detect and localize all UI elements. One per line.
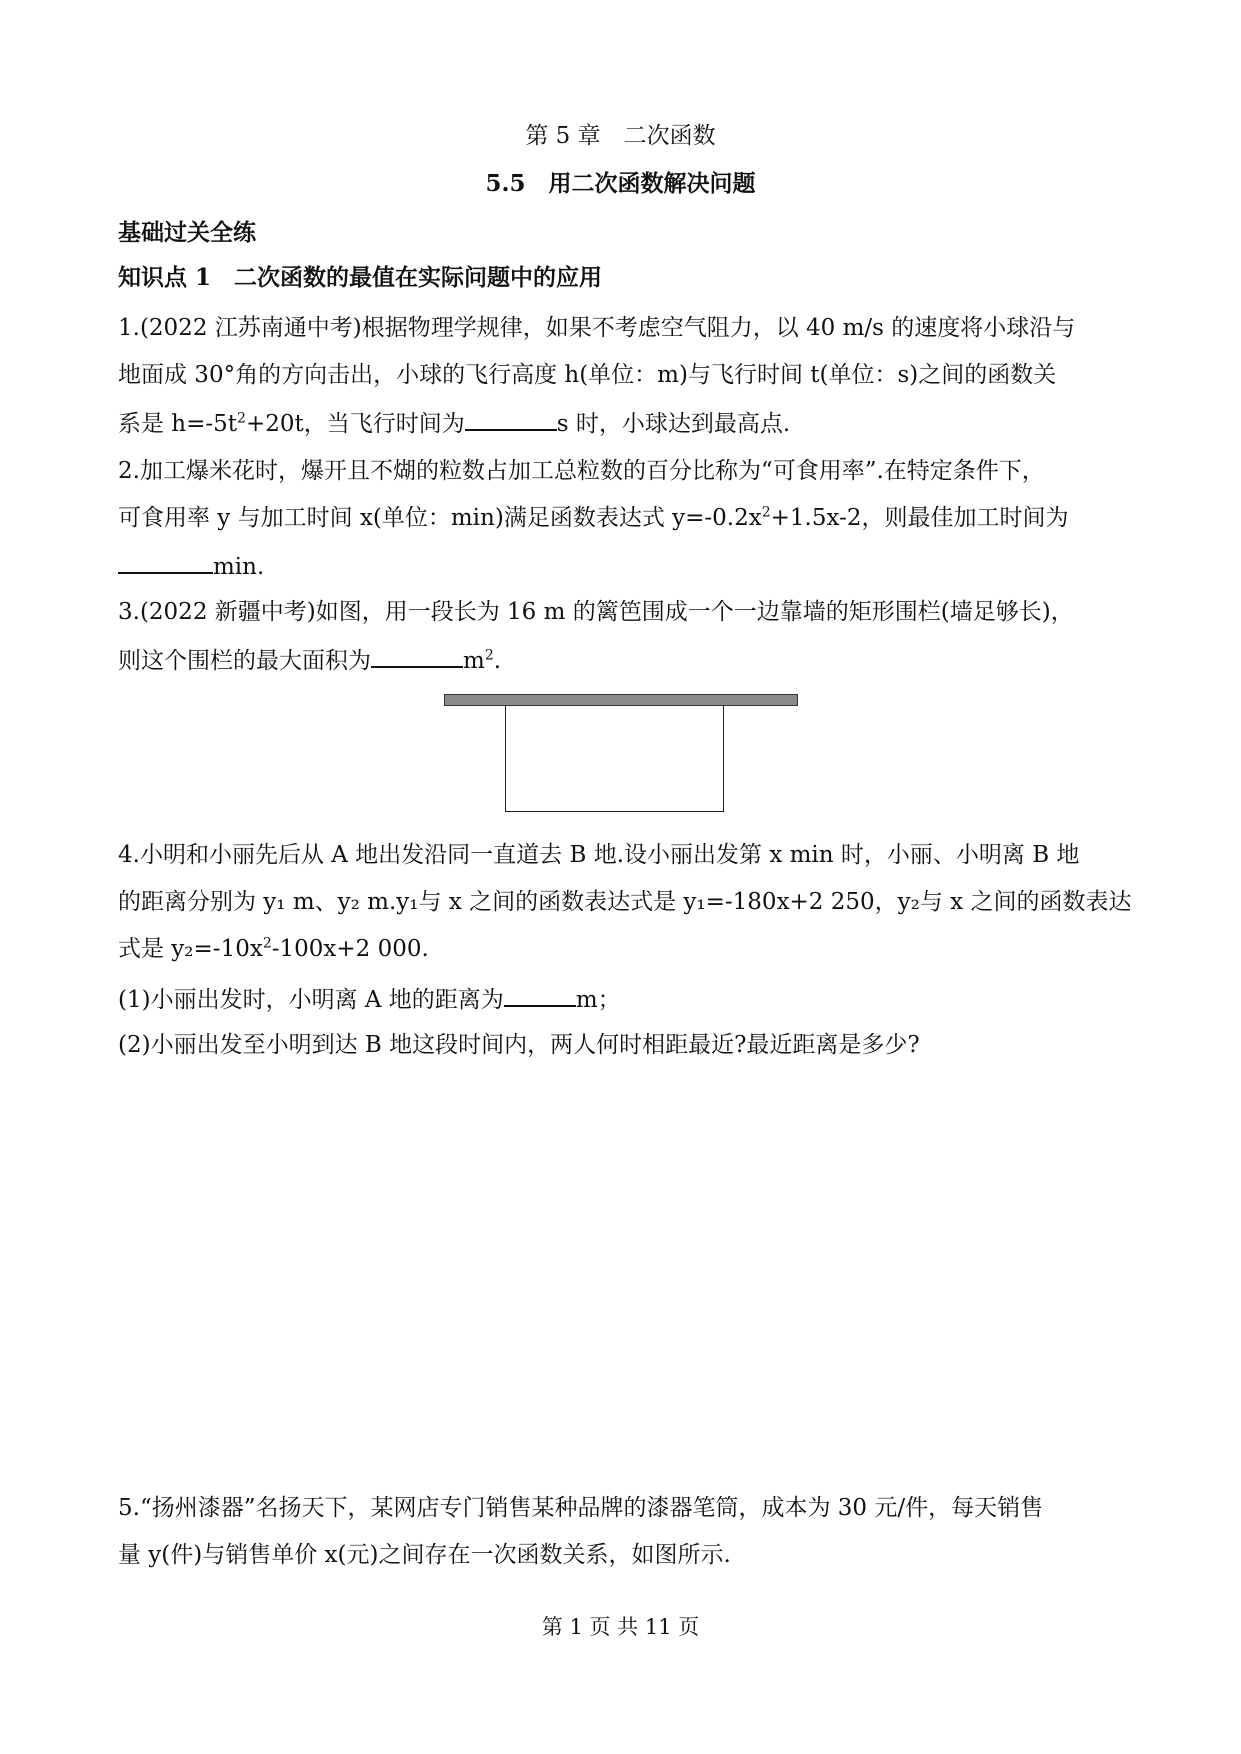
q4-line2: 的距离分别为 y₁ m、y₂ m.y₁与 x 之间的函数表达式是 y₁=-180x+2 250，y₂与 x 之间的函数表达	[118, 889, 1132, 915]
q2-answer-blank[interactable]	[118, 550, 213, 574]
q1-line3	[118, 407, 1128, 439]
fence-rectangle-figure	[505, 706, 724, 812]
q4-part2: (2)小丽出发至小明到达 B 地这段时间内，两人何时相距最近?最近距离是多少?	[118, 1032, 920, 1058]
q5-line2: 量 y(件)与销售单价 x(元)之间存在一次函数关系，如图所示.	[118, 1542, 731, 1568]
q1-line2: 地面成 30°角的方向击出，小球的飞行高度 h(单位：m)与飞行时间 t(单位：s)之间的函数关	[118, 362, 1057, 388]
q1-text: +20t，当飞行时间为	[245, 411, 465, 437]
q4-formula-end: -100x+2 000.	[271, 936, 429, 962]
section-title: 5.5 用二次函数解决问题	[485, 170, 756, 197]
q1-exponent: 2	[237, 410, 246, 427]
q3-exponent: 2	[484, 647, 494, 664]
q3-line1: 3.(2022 新疆中考)如图，用一段长为 16 m 的篱笆围成一个一边靠墙的矩形围栏(墙足够长)，	[118, 599, 1074, 625]
q5-line1: 5.“扬州漆器”名扬天下，某网店专门销售某种品牌的漆器笔筒，成本为 30 元/件，每天销售	[118, 1495, 1044, 1521]
q2-text: 可食用率 y 与加工时间 x(单位：min)满足函数表达式 y=-0.2x	[118, 505, 762, 531]
page-footer: 第 1 页 共 11 页	[541, 1615, 700, 1639]
q1-text-end: s 时，小球达到最高点.	[556, 411, 791, 437]
q2-line2	[118, 503, 1128, 533]
q4-exponent: 2	[262, 935, 272, 952]
q4-answer-blank[interactable]	[504, 983, 576, 1007]
q1-answer-blank[interactable]	[465, 407, 557, 431]
q4-part1-unit: m；	[575, 987, 621, 1013]
q1-formula: 系是 h=-5t	[118, 411, 238, 437]
q1-line1: 1.(2022 江苏南通中考)根据物理学规律，如果不考虑空气阻力，以 40 m/s 的速度将小球沿与	[118, 315, 1076, 341]
practice-heading: 基础过关全练	[118, 219, 256, 246]
q2-exponent: 2	[761, 504, 771, 521]
q3-unit: m	[463, 648, 485, 674]
q4-part1	[118, 983, 1128, 1015]
chapter-title: 第 5 章 二次函数	[525, 123, 716, 149]
q3-period: .	[493, 648, 502, 674]
q2-line1: 2.加工爆米花时，爆开且不煳的粒数占加工总粒数的百分比称为“可食用率”.在特定条件下，	[118, 458, 1045, 484]
q4-line1: 4.小明和小丽先后从 A 地出发沿同一直道去 B 地.设小丽出发第 x min 时，小丽、小明离 B 地	[118, 842, 1080, 868]
q4-formula: 式是 y₂=-10x	[118, 936, 263, 962]
q3-answer-blank[interactable]	[371, 644, 463, 668]
q2-text-end: +1.5x-2，则最佳加工时间为	[770, 505, 1069, 531]
topic-heading: 知识点 1 二次函数的最值在实际问题中的应用	[118, 264, 603, 291]
q2-unit: min.	[213, 554, 265, 580]
q2-line3	[118, 550, 1128, 582]
q3-line2	[118, 644, 1128, 676]
q3-text: 则这个围栏的最大面积为	[118, 648, 371, 674]
q4-part1-text: (1)小丽出发时，小明离 A 地的距离为	[118, 987, 504, 1013]
q4-line3	[118, 934, 1128, 964]
wall-figure	[444, 694, 798, 706]
